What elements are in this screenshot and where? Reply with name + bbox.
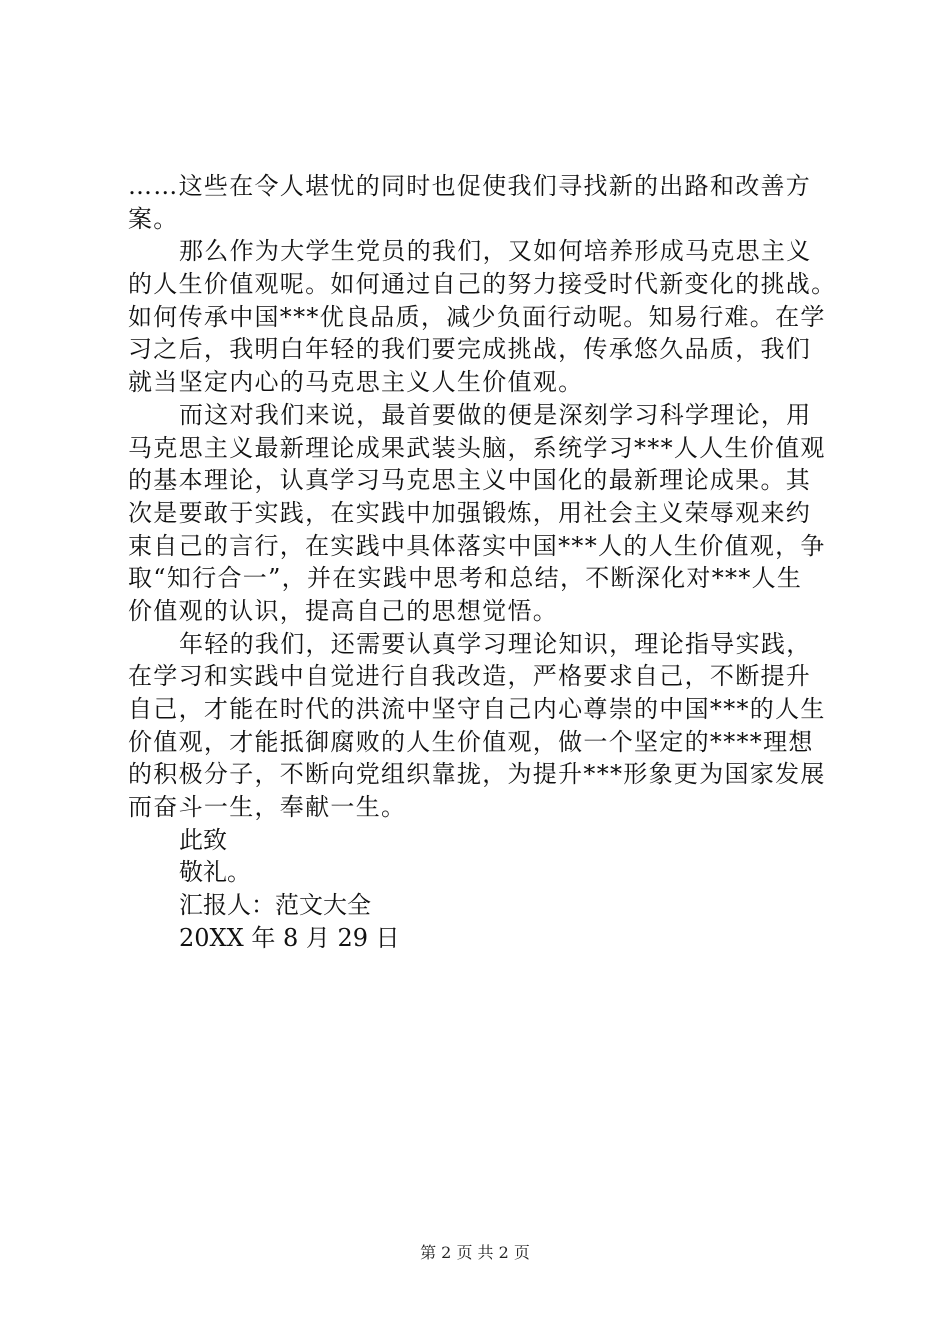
salutation-line-1: 此致: [179, 825, 227, 854]
paragraph-1: [128, 170, 833, 235]
text-line: ……这些在令人堪忧的同时也促使我们寻找新的出路和改善方: [128, 172, 812, 200]
text-line: 那么作为大学生党员的我们，又如何培养形成马克思主义: [179, 237, 812, 266]
text-line: 马克思主义最新理论成果武装头脑，系统学习***人人生价值观: [128, 433, 826, 462]
text-line: 价值观，才能抵御腐败的人生价值观，做一个坚定的****理想: [128, 727, 814, 756]
salutation-line-2: 敬礼。: [179, 858, 251, 887]
text-line: 如何传承中国***优良品质，减少负面行动呢。知易行难。在学: [128, 302, 826, 331]
page-number-footer: 第 2 页 共 2 页: [420, 1243, 530, 1262]
closing-block: [128, 824, 833, 955]
text-line: 的基本理论，认真学习马克思主义中国化的最新理论成果。其: [128, 466, 812, 495]
reporter-line: 汇报人：范文大全: [179, 891, 371, 920]
text-line: 年轻的我们，还需要认真学习理论知识，理论指导实践，: [179, 629, 812, 658]
text-line: 价值观的认识，提高自己的思想觉悟。: [128, 596, 559, 625]
paragraph-3: [128, 399, 833, 628]
text-line: 自己，才能在时代的洪流中坚守自己内心尊崇的中国***的人生: [128, 695, 826, 723]
text-line: 的人生价值观呢。如何通过自己的努力接受时代新变化的挑战。: [128, 270, 837, 299]
text-line: 而奋斗一生，奉献一生。: [128, 793, 407, 822]
text-line: 取“知行合一”，并在实践中思考和总结，不断深化对***人生: [128, 564, 803, 593]
text-line: 的积极分子，不断向党组织靠拢，为提升***形象更为国家发展: [128, 760, 826, 789]
text-line: 束自己的言行，在实践中具体落实中国***人的人生价值观，争: [128, 531, 826, 560]
text-line: 而这对我们来说，最首要做的便是深刻学习科学理论，用: [179, 400, 812, 429]
text-line: 习之后，我明白年轻的我们要完成挑战，传承悠久品质，我们: [128, 335, 812, 364]
document-body: [128, 170, 837, 955]
text-line: 案。: [128, 204, 179, 233]
paragraph-2: [128, 235, 837, 398]
text-line: 次是要敢于实践，在实践中加强锻炼，用社会主义荣辱观来约: [128, 498, 812, 527]
text-line: 在学习和实践中自觉进行自我改造，严格要求自己，不断提升: [128, 662, 812, 691]
text-line: 就当坚定内心的马克思主义人生价值观。: [128, 368, 584, 397]
paragraph-4: [128, 628, 833, 824]
date-line: 20XX 年 8 月 29 日: [179, 923, 400, 952]
